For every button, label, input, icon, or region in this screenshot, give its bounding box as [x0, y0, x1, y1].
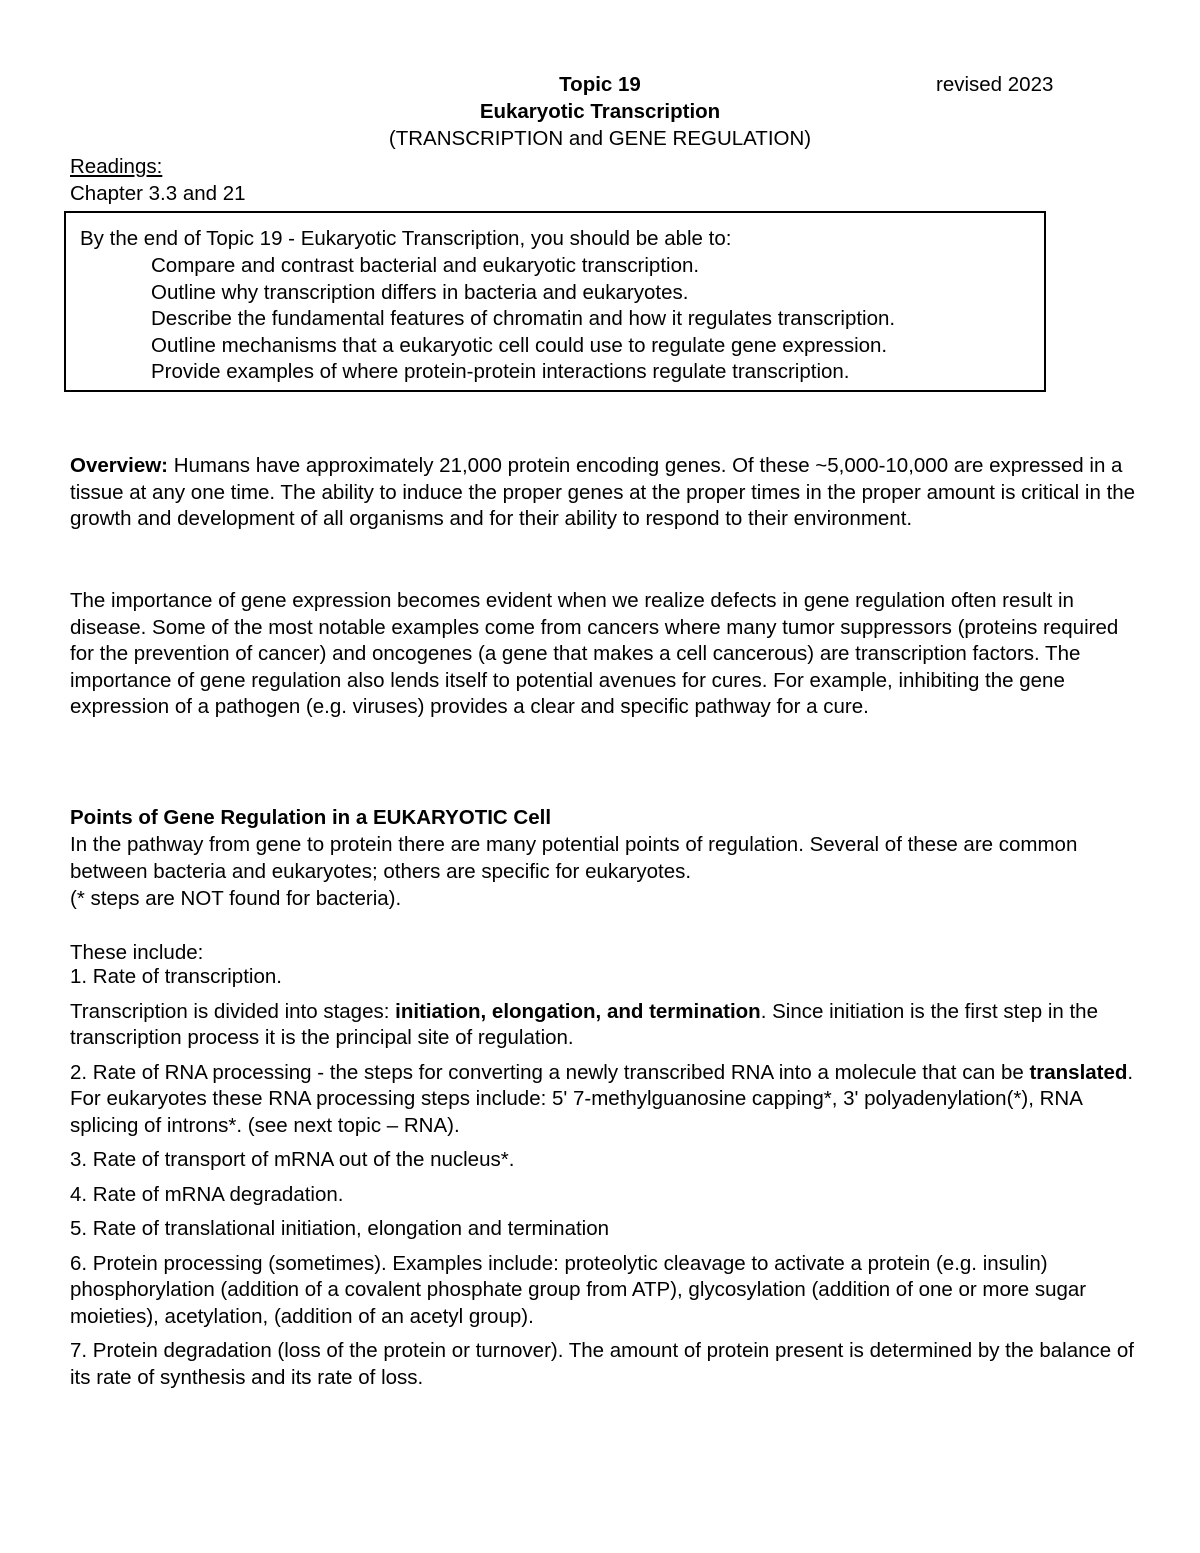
list-item-3: 3. Rate of transport of mRNA out of the nucleus*.: [70, 1148, 515, 1171]
item-bold: translated: [1029, 1060, 1128, 1084]
objective-item: Outline why transcription differs in bacteria and eukaryotes.: [151, 280, 689, 304]
list-item-2: [70, 1060, 1140, 1140]
overview-text: Humans have approximately 21,000 protein encoding genes. Of these ~5,000-10,000 are expressed in a tissue at any one time. The ability to induce the proper genes at the proper times in the proper amount is critical in the growth and development of all organisms and for their ability to respond to their environment.: [70, 454, 1136, 530]
readings-value: Chapter 3.3 and 21: [70, 182, 246, 205]
objective-item: Provide examples of where protein-protein interactions regulate transcription.: [151, 360, 850, 383]
learning-objectives-box: [64, 211, 1046, 392]
list-item-6: 6. Protein processing (sometimes). Examples include: proteolytic cleavage to activate a protein (e.g. insulin) phosphorylation (addition of a covalent phosphate group from ATP), glycosylation (addition of one or more sugar moieties), acetylation, (addition of an acetyl group).: [70, 1251, 1087, 1328]
importance-paragraph: The importance of gene expression becomes evident when we realize defects in gene regulation often result in disease. Some of the most notable examples come from cancers where many tumor suppressors (proteins required for the prevention of cancer) and oncogenes (a gene that makes a cell cancerous) are transcription factors. The importance of gene regulation also lends itself to potential avenues for cures. For example, inhibiting the gene expression of a pathogen (e.g. viruses) provides a clear and specific pathway for a cure.: [70, 589, 1119, 718]
overview-label: Overview:: [70, 454, 168, 477]
objectives-list: [151, 253, 895, 386]
page-subtitle: (TRANSCRIPTION and GENE REGULATION): [388, 127, 812, 150]
detail-bold: initiation, elongation, and termination: [395, 999, 761, 1023]
list-intro: These include:: [70, 941, 204, 964]
list-item-4: 4. Rate of mRNA degradation.: [70, 1182, 344, 1206]
overview-paragraph: [70, 453, 1140, 533]
regulation-points-list: [70, 964, 1140, 1399]
detail-text: . Since initiation is the first step in the transcription process it is the principal site of regulation.: [70, 999, 1098, 1049]
page-title: Eukaryotic Transcription: [479, 100, 721, 123]
detail-text: Transcription is divided into stages:: [70, 999, 396, 1023]
section-intro: In the pathway from gene to protein there are many potential points of regulation. Several of these are common between bacteria and eukaryotes; others are specific for eukaryotes.: [70, 833, 1078, 883]
topic-number: Topic 19: [559, 73, 641, 96]
list-item-7: 7. Protein degradation (loss of the protein or turnover). The amount of protein present is determined by the balance of its rate of synthesis and its rate of loss.: [70, 1339, 1134, 1389]
bacteria-note: (* steps are NOT found for bacteria).: [70, 887, 402, 910]
section-heading: Points of Gene Regulation in a EUKARYOTIC Cell: [70, 806, 552, 829]
item-text: 2. Rate of RNA processing - the steps for converting a newly transcribed RNA into a molecule that can be: [70, 1060, 1030, 1084]
objectives-intro: By the end of Topic 19 - Eukaryotic Transcription, you should be able to:: [80, 227, 732, 250]
list-item-5: 5. Rate of translational initiation, elongation and termination: [70, 1217, 610, 1240]
objective-item: Describe the fundamental features of chromatin and how it regulates transcription.: [151, 307, 896, 330]
objective-item: Compare and contrast bacterial and eukaryotic transcription.: [151, 254, 700, 277]
item-text: . For eukaryotes these RNA processing steps include: 5' 7-methylguanosine capping*, 3' polyadenylation(*), RNA splicing of introns*. (see next topic – RNA).: [70, 1060, 1134, 1137]
revision-date: revised 2023: [936, 73, 1054, 96]
list-item-1: 1. Rate of transcription.: [70, 965, 282, 988]
objective-item: Outline mechanisms that a eukaryotic cell could use to regulate gene expression.: [151, 333, 888, 357]
readings-label: Readings:: [70, 155, 163, 178]
list-item-1-detail: [70, 999, 1140, 1052]
